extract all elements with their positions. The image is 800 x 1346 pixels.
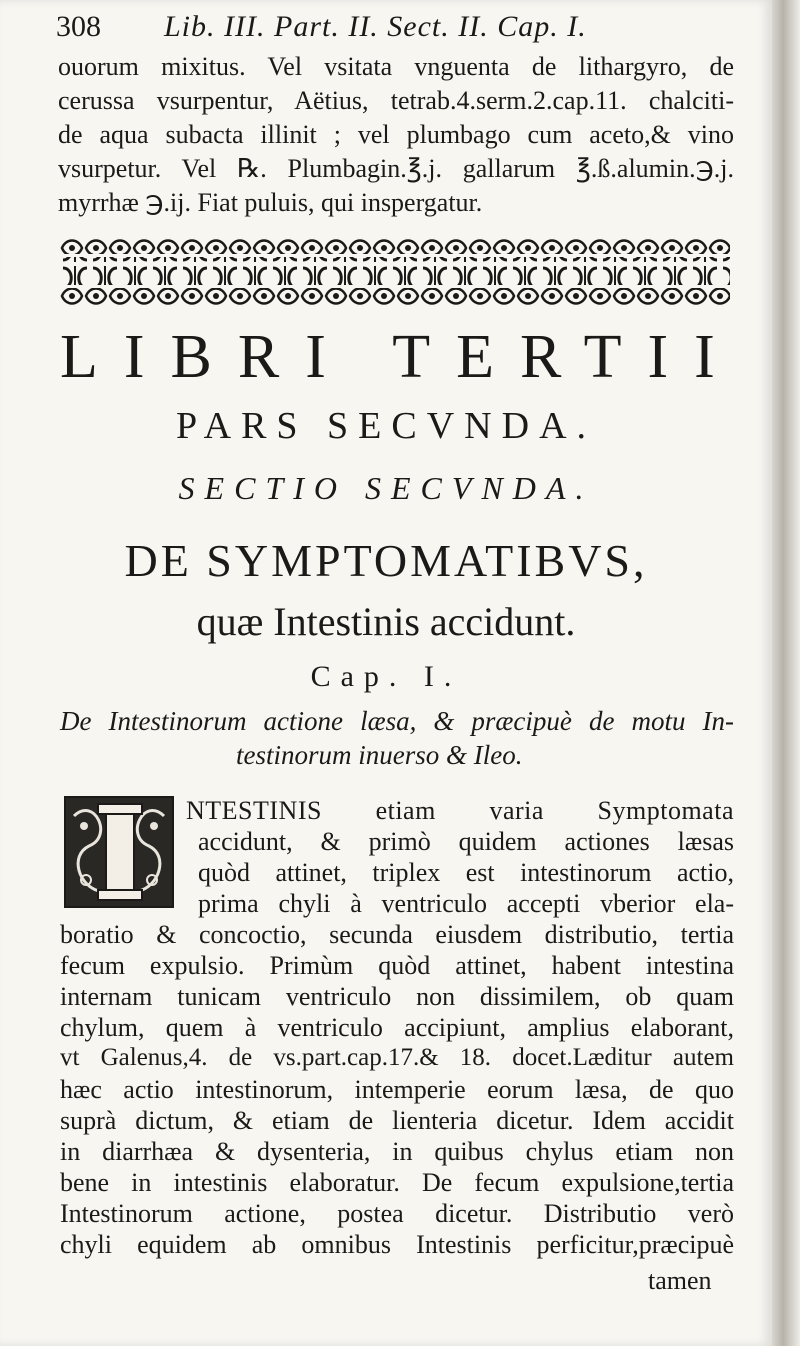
subject-title: DE SYMPTOMATIBVS, [124, 535, 648, 586]
catchword: tamen [648, 1266, 712, 1295]
body-line: NTESTINIS etiam varia Symptomata [186, 796, 734, 825]
body-line: chylum, quem à ventriculo accipiunt, amplius elaborant, [60, 1013, 734, 1042]
body-line: bene in intestinis elaboratur. De fecum expulsione,tertia [60, 1168, 734, 1197]
book-title: LIBRI TERTII [60, 323, 741, 391]
chapter-heading-line: testinorum inuerso & Ileo. [236, 740, 523, 770]
body-line: quòd attinet, triplex est intestinorum actio, [198, 858, 734, 887]
subject-subtitle: quæ Intestinis accidunt. [196, 599, 576, 644]
text-line: vsurpetur. Vel ℞. Plumbagin.℥.j. gallarum ℥.ß.alumin.℈.j. [58, 154, 734, 183]
section-title: SECTIO SECVNDA. [178, 470, 594, 506]
body-line: accidunt, & primò quidem actiones læsas [198, 827, 734, 856]
page-gutter [772, 0, 800, 1346]
text-line: myrrhæ ℈.ij. Fiat puluis, qui inspergatur. [58, 188, 483, 217]
body-line: internam tunicam ventriculo non dissimilem, ob quam [60, 982, 734, 1011]
page-header [56, 6, 746, 48]
running-head: Lib. III. Part. II. Sect. II. Cap. I. [164, 10, 587, 43]
part-title: PARS SECVNDA. [175, 405, 597, 447]
body-line: in diarrhæa & dysenteria, in quibus chylus etiam non [60, 1137, 734, 1166]
ornamental-border [60, 236, 730, 308]
body-line: chyli equidem ab omnibus Intestinis perficitur,præcipuè [60, 1230, 734, 1259]
body-line: fecum expulsio. Primùm quòd attinet, habent intestina [60, 951, 734, 980]
body-line: boratio & concoctio, secunda eiusdem distributio, tertia [60, 920, 734, 949]
body-line: Intestinorum actione, postea dicetur. Distributio verò [60, 1199, 734, 1228]
body-line: suprà dictum, & etiam de lienteria dicetur. Idem accidit [60, 1106, 734, 1135]
chapter-heading-line: De Intestinorum actione læsa, & præcipuè de motu In- [60, 706, 734, 736]
body-line: prima chyli à ventriculo accepti vberior ela- [198, 889, 734, 918]
body-line: hæc actio intestinorum, intemperie eorum læsa, de quo [60, 1075, 734, 1104]
body-line: vt Galenus,4. de vs.part.cap.17.& 18. docet.Læditur autem [60, 1044, 734, 1071]
text-line: cerussa vsurpentur, Aëtius, tetrab.4.serm.2.cap.11. chalciti- [58, 86, 734, 115]
decorated-initial-i-icon [64, 796, 174, 908]
text-line: de aqua subacta illinit ; vel plumbago cum aceto,& vino [58, 120, 734, 149]
text-line: ouorum mixitus. Vel vsitata vnguenta de lithargyro, de [58, 52, 734, 81]
page-number: 308 [56, 10, 101, 43]
chapter-label: Cap. I. [310, 660, 462, 693]
